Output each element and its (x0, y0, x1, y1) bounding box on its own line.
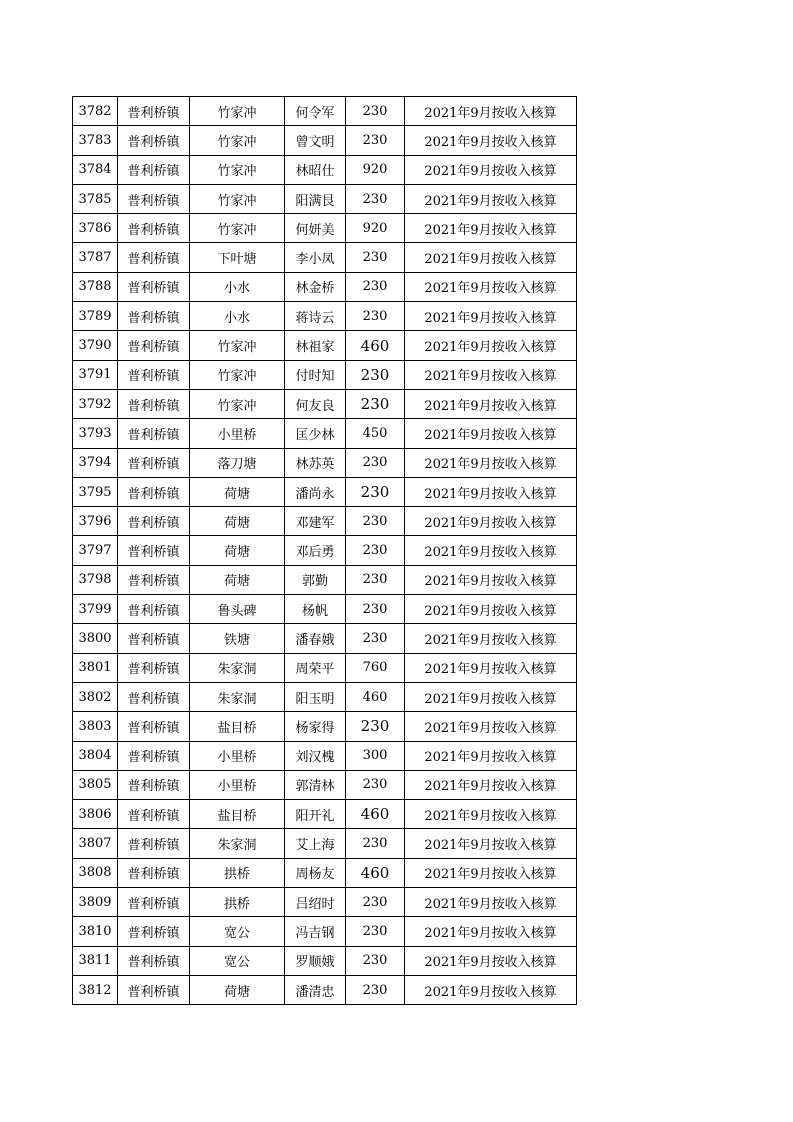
town-cell: 普利桥镇 (118, 595, 190, 624)
amount-cell: 230 (346, 184, 405, 213)
note-cell: 2021年9月按收入核算 (405, 419, 577, 448)
town-cell: 普利桥镇 (118, 946, 190, 975)
amount-cell: 230 (346, 302, 405, 331)
town-cell: 普利桥镇 (118, 829, 190, 858)
row-id-cell: 3783 (73, 126, 118, 155)
village-cell: 竹家冲 (190, 184, 285, 213)
note-cell: 2021年9月按收入核算 (405, 126, 577, 155)
row-id-cell: 3789 (73, 302, 118, 331)
amount-cell: 230 (346, 126, 405, 155)
row-id-cell: 3792 (73, 389, 118, 418)
records-table-body (73, 97, 577, 1005)
name-cell: 吕绍时 (285, 888, 346, 917)
row-id-cell: 3782 (73, 97, 118, 126)
table-row (73, 770, 577, 799)
village-cell: 竹家冲 (190, 97, 285, 126)
table-row (73, 888, 577, 917)
row-id-cell: 3798 (73, 565, 118, 594)
table-row (73, 419, 577, 448)
village-cell: 小里桥 (190, 741, 285, 770)
name-cell: 冯吉钢 (285, 917, 346, 946)
name-cell: 阳满艮 (285, 184, 346, 213)
amount-cell: 230 (346, 975, 405, 1004)
row-id-cell: 3804 (73, 741, 118, 770)
village-cell: 盐目桥 (190, 800, 285, 829)
row-id-cell: 3809 (73, 888, 118, 917)
table-row (73, 800, 577, 829)
town-cell: 普利桥镇 (118, 97, 190, 126)
name-cell: 林苏英 (285, 448, 346, 477)
village-cell: 铁塘 (190, 624, 285, 653)
village-cell: 荷塘 (190, 477, 285, 506)
note-cell: 2021年9月按收入核算 (405, 624, 577, 653)
amount-cell: 920 (346, 214, 405, 243)
amount-cell: 460 (346, 682, 405, 711)
row-id-cell: 3785 (73, 184, 118, 213)
town-cell: 普利桥镇 (118, 507, 190, 536)
records-table (72, 96, 577, 1005)
table-row (73, 97, 577, 126)
amount-cell: 230 (346, 917, 405, 946)
town-cell: 普利桥镇 (118, 155, 190, 184)
village-cell: 小水 (190, 302, 285, 331)
name-cell: 刘汉槐 (285, 741, 346, 770)
row-id-cell: 3803 (73, 712, 118, 741)
row-id-cell: 3786 (73, 214, 118, 243)
amount-cell: 230 (346, 360, 405, 389)
row-id-cell: 3791 (73, 360, 118, 389)
village-cell: 荷塘 (190, 507, 285, 536)
table-row (73, 595, 577, 624)
table-row (73, 184, 577, 213)
name-cell: 邓建军 (285, 507, 346, 536)
village-cell: 朱家洞 (190, 682, 285, 711)
amount-cell: 230 (346, 389, 405, 418)
row-id-cell: 3811 (73, 946, 118, 975)
village-cell: 小里桥 (190, 419, 285, 448)
town-cell: 普利桥镇 (118, 419, 190, 448)
note-cell: 2021年9月按收入核算 (405, 829, 577, 858)
note-cell: 2021年9月按收入核算 (405, 214, 577, 243)
table-row (73, 975, 577, 1004)
name-cell: 阳玉明 (285, 682, 346, 711)
table-row (73, 536, 577, 565)
table-row (73, 214, 577, 243)
name-cell: 林金桥 (285, 272, 346, 301)
name-cell: 付时知 (285, 360, 346, 389)
town-cell: 普利桥镇 (118, 624, 190, 653)
row-id-cell: 3787 (73, 243, 118, 272)
row-id-cell: 3795 (73, 477, 118, 506)
note-cell: 2021年9月按收入核算 (405, 800, 577, 829)
table-row (73, 389, 577, 418)
town-cell: 普利桥镇 (118, 360, 190, 389)
village-cell: 竹家冲 (190, 331, 285, 360)
amount-cell: 450 (346, 419, 405, 448)
name-cell: 何友良 (285, 389, 346, 418)
name-cell: 邓后勇 (285, 536, 346, 565)
note-cell: 2021年9月按收入核算 (405, 331, 577, 360)
note-cell: 2021年9月按收入核算 (405, 946, 577, 975)
table-row (73, 565, 577, 594)
note-cell: 2021年9月按收入核算 (405, 272, 577, 301)
name-cell: 杨家得 (285, 712, 346, 741)
village-cell: 拱桥 (190, 858, 285, 887)
name-cell: 杨帆 (285, 595, 346, 624)
name-cell: 何令军 (285, 97, 346, 126)
village-cell: 小里桥 (190, 770, 285, 799)
note-cell: 2021年9月按收入核算 (405, 858, 577, 887)
name-cell: 郭勤 (285, 565, 346, 594)
row-id-cell: 3794 (73, 448, 118, 477)
note-cell: 2021年9月按收入核算 (405, 682, 577, 711)
town-cell: 普利桥镇 (118, 126, 190, 155)
town-cell: 普利桥镇 (118, 800, 190, 829)
name-cell: 潘尚永 (285, 477, 346, 506)
name-cell: 林祖家 (285, 331, 346, 360)
amount-cell: 230 (346, 946, 405, 975)
village-cell: 荷塘 (190, 565, 285, 594)
amount-cell: 230 (346, 243, 405, 272)
village-cell: 宽公 (190, 917, 285, 946)
town-cell: 普利桥镇 (118, 302, 190, 331)
town-cell: 普利桥镇 (118, 565, 190, 594)
amount-cell: 230 (346, 624, 405, 653)
amount-cell: 230 (346, 448, 405, 477)
row-id-cell: 3806 (73, 800, 118, 829)
town-cell: 普利桥镇 (118, 975, 190, 1004)
table-row (73, 272, 577, 301)
table-row (73, 331, 577, 360)
name-cell: 罗顺娥 (285, 946, 346, 975)
name-cell: 匡少林 (285, 419, 346, 448)
town-cell: 普利桥镇 (118, 712, 190, 741)
table-row (73, 243, 577, 272)
name-cell: 潘春娥 (285, 624, 346, 653)
row-id-cell: 3805 (73, 770, 118, 799)
village-cell: 荷塘 (190, 536, 285, 565)
note-cell: 2021年9月按收入核算 (405, 975, 577, 1004)
note-cell: 2021年9月按收入核算 (405, 712, 577, 741)
table-row (73, 741, 577, 770)
village-cell: 竹家冲 (190, 360, 285, 389)
table-row (73, 155, 577, 184)
note-cell: 2021年9月按收入核算 (405, 360, 577, 389)
town-cell: 普利桥镇 (118, 184, 190, 213)
amount-cell: 230 (346, 595, 405, 624)
town-cell: 普利桥镇 (118, 888, 190, 917)
table-row (73, 507, 577, 536)
amount-cell: 230 (346, 770, 405, 799)
note-cell: 2021年9月按收入核算 (405, 888, 577, 917)
town-cell: 普利桥镇 (118, 653, 190, 682)
amount-cell: 760 (346, 653, 405, 682)
row-id-cell: 3796 (73, 507, 118, 536)
amount-cell: 230 (346, 272, 405, 301)
village-cell: 落刀塘 (190, 448, 285, 477)
amount-cell: 230 (346, 565, 405, 594)
name-cell: 周杨友 (285, 858, 346, 887)
note-cell: 2021年9月按收入核算 (405, 184, 577, 213)
town-cell: 普利桥镇 (118, 536, 190, 565)
amount-cell: 230 (346, 888, 405, 917)
row-id-cell: 3812 (73, 975, 118, 1004)
note-cell: 2021年9月按收入核算 (405, 155, 577, 184)
note-cell: 2021年9月按收入核算 (405, 97, 577, 126)
village-cell: 下叶塘 (190, 243, 285, 272)
village-cell: 竹家冲 (190, 389, 285, 418)
table-row (73, 624, 577, 653)
table-row (73, 917, 577, 946)
village-cell: 小水 (190, 272, 285, 301)
table-row (73, 829, 577, 858)
table-row (73, 477, 577, 506)
amount-cell: 230 (346, 536, 405, 565)
row-id-cell: 3807 (73, 829, 118, 858)
note-cell: 2021年9月按收入核算 (405, 477, 577, 506)
name-cell: 阳开礼 (285, 800, 346, 829)
town-cell: 普利桥镇 (118, 448, 190, 477)
village-cell: 朱家洞 (190, 829, 285, 858)
village-cell: 鲁头碑 (190, 595, 285, 624)
note-cell: 2021年9月按收入核算 (405, 243, 577, 272)
note-cell: 2021年9月按收入核算 (405, 448, 577, 477)
town-cell: 普利桥镇 (118, 477, 190, 506)
note-cell: 2021年9月按收入核算 (405, 741, 577, 770)
row-id-cell: 3808 (73, 858, 118, 887)
village-cell: 盐目桥 (190, 712, 285, 741)
village-cell: 宽公 (190, 946, 285, 975)
amount-cell: 460 (346, 800, 405, 829)
note-cell: 2021年9月按收入核算 (405, 302, 577, 331)
name-cell: 曾文明 (285, 126, 346, 155)
village-cell: 朱家洞 (190, 653, 285, 682)
name-cell: 周荣平 (285, 653, 346, 682)
amount-cell: 300 (346, 741, 405, 770)
amount-cell: 230 (346, 829, 405, 858)
note-cell: 2021年9月按收入核算 (405, 565, 577, 594)
note-cell: 2021年9月按收入核算 (405, 536, 577, 565)
town-cell: 普利桥镇 (118, 214, 190, 243)
village-cell: 竹家冲 (190, 126, 285, 155)
name-cell: 潘清忠 (285, 975, 346, 1004)
name-cell: 艾上海 (285, 829, 346, 858)
amount-cell: 230 (346, 712, 405, 741)
table-row (73, 448, 577, 477)
amount-cell: 460 (346, 331, 405, 360)
name-cell: 蒋诗云 (285, 302, 346, 331)
town-cell: 普利桥镇 (118, 770, 190, 799)
amount-cell: 230 (346, 97, 405, 126)
amount-cell: 230 (346, 477, 405, 506)
table-row (73, 653, 577, 682)
town-cell: 普利桥镇 (118, 389, 190, 418)
note-cell: 2021年9月按收入核算 (405, 653, 577, 682)
town-cell: 普利桥镇 (118, 917, 190, 946)
town-cell: 普利桥镇 (118, 858, 190, 887)
row-id-cell: 3793 (73, 419, 118, 448)
village-cell: 荷塘 (190, 975, 285, 1004)
note-cell: 2021年9月按收入核算 (405, 507, 577, 536)
table-row (73, 946, 577, 975)
name-cell: 林昭仕 (285, 155, 346, 184)
town-cell: 普利桥镇 (118, 272, 190, 301)
town-cell: 普利桥镇 (118, 682, 190, 711)
note-cell: 2021年9月按收入核算 (405, 917, 577, 946)
row-id-cell: 3790 (73, 331, 118, 360)
note-cell: 2021年9月按收入核算 (405, 770, 577, 799)
table-row (73, 302, 577, 331)
name-cell: 何妍美 (285, 214, 346, 243)
row-id-cell: 3799 (73, 595, 118, 624)
row-id-cell: 3788 (73, 272, 118, 301)
table-row (73, 126, 577, 155)
row-id-cell: 3810 (73, 917, 118, 946)
town-cell: 普利桥镇 (118, 741, 190, 770)
village-cell: 拱桥 (190, 888, 285, 917)
table-row (73, 360, 577, 389)
row-id-cell: 3802 (73, 682, 118, 711)
town-cell: 普利桥镇 (118, 331, 190, 360)
table-row (73, 712, 577, 741)
row-id-cell: 3800 (73, 624, 118, 653)
row-id-cell: 3797 (73, 536, 118, 565)
amount-cell: 920 (346, 155, 405, 184)
village-cell: 竹家冲 (190, 155, 285, 184)
amount-cell: 230 (346, 507, 405, 536)
town-cell: 普利桥镇 (118, 243, 190, 272)
name-cell: 郭清林 (285, 770, 346, 799)
amount-cell: 460 (346, 858, 405, 887)
village-cell: 竹家冲 (190, 214, 285, 243)
table-row (73, 682, 577, 711)
table-row (73, 858, 577, 887)
row-id-cell: 3801 (73, 653, 118, 682)
row-id-cell: 3784 (73, 155, 118, 184)
name-cell: 李小凤 (285, 243, 346, 272)
note-cell: 2021年9月按收入核算 (405, 389, 577, 418)
note-cell: 2021年9月按收入核算 (405, 595, 577, 624)
